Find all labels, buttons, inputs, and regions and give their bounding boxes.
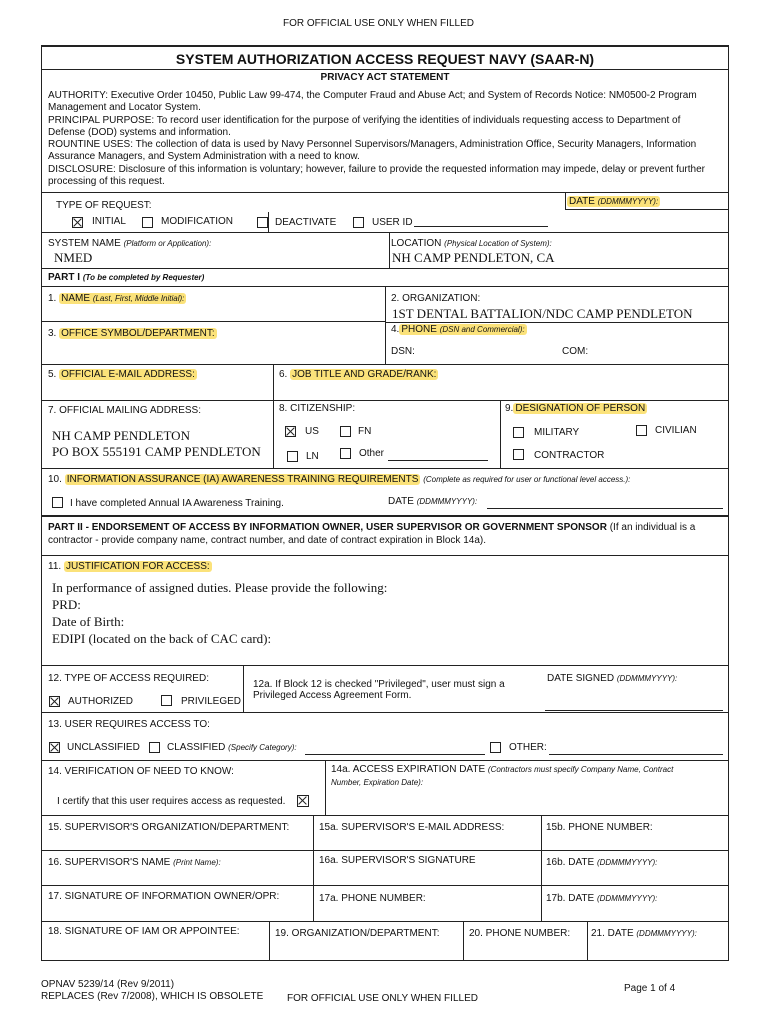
supervisor-org-label: 15. SUPERVISOR'S ORGANIZATION/DEPARTMENT: [48, 822, 290, 833]
rule [268, 212, 269, 232]
fn-label: FN [358, 426, 372, 437]
privacy-purpose: PRINCIPAL PURPOSE: To record user identification for the purpose of verifying the identities of individuals requesting access to Department of Defense (DOD) systems and information. [48, 115, 681, 139]
supervisor-date-label: 16b. DATE (DDMMMYYYY): [546, 857, 658, 868]
ia-date-label: DATE (DDMMMYYYY): [388, 496, 478, 507]
rule [313, 815, 314, 921]
military-checkbox[interactable] [513, 427, 524, 438]
rule [385, 286, 386, 364]
rule [41, 515, 729, 517]
system-name-value[interactable]: NMED [54, 250, 93, 265]
mailing-address-label: 7. OFFICIAL MAILING ADDRESS: [48, 405, 201, 416]
justification-line4[interactable]: EDIPI (located on the back of CAC card): [52, 631, 272, 646]
other-access-field[interactable] [549, 754, 723, 755]
ia-date-field[interactable] [487, 508, 723, 509]
privileged-label: PRIVILEGED [181, 696, 242, 707]
military-label: MILITARY [534, 427, 580, 438]
rule [385, 322, 729, 323]
expiration-date-label: 14a. ACCESS EXPIRATION DATE (Contractors must specify Company Name, Contract [331, 764, 674, 775]
email-label: 5. OFFICIAL E-MAIL ADDRESS: [48, 369, 195, 380]
deactivate-label: DEACTIVATE [275, 217, 337, 228]
expiration-date-hint: Number, Expiration Date): [331, 778, 424, 787]
civilian-label: CIVILIAN [655, 425, 697, 436]
access-type-label: 12. TYPE OF ACCESS REQUIRED: [48, 673, 209, 684]
rule [41, 321, 385, 322]
organization-value[interactable]: 1ST DENTAL BATTALION/NDC CAMP PENDLETON [392, 306, 693, 321]
other-access-label: OTHER: [509, 742, 547, 753]
privacy-authority: AUTHORITY: Executive Order 10450, Public Law 99-474, the Computer Fraud and Abuse Act; and System of Records Notice: NM0500-2 Program Management and Locator System. [48, 90, 697, 114]
unclassified-checkbox[interactable] [49, 742, 60, 753]
system-name-label: SYSTEM NAME (Platform or Application): [48, 238, 212, 249]
justification-line1[interactable]: In performance of assigned duties. Please provide the following: [52, 580, 388, 595]
rule [41, 232, 729, 233]
rule [269, 921, 270, 960]
certify-label: I certify that this user requires access as requested. [57, 796, 286, 807]
supervisor-phone-label: 15b. PHONE NUMBER: [546, 822, 653, 833]
frame-bottom [41, 960, 729, 961]
rule [41, 665, 729, 666]
iam-signature-label: 18. SIGNATURE OF IAM OR APPOINTEE: [48, 926, 240, 937]
rule [41, 885, 729, 886]
request-date-label: DATE (DDMMMYYYY): [569, 196, 659, 207]
need-to-know-label: 14. VERIFICATION OF NEED TO KNOW: [48, 766, 234, 777]
rule [565, 192, 566, 209]
iam-phone-label: 20. PHONE NUMBER: [469, 928, 571, 939]
rule [41, 760, 729, 761]
rule [587, 921, 588, 960]
form-id: OPNAV 5239/14 (Rev 9/2011) [41, 979, 175, 990]
justification-line2[interactable]: PRD: [52, 597, 81, 612]
privacy-heading: PRIVACY ACT STATEMENT [320, 72, 450, 83]
frame-top [41, 45, 729, 47]
other-access-checkbox[interactable] [490, 742, 501, 753]
rule [41, 364, 729, 365]
replaces-note: REPLACES (Rev 7/2008), WHICH IS OBSOLETE [41, 991, 264, 1002]
justification-label: 11. JUSTIFICATION FOR ACCESS: [48, 561, 210, 572]
ia-completed-checkbox[interactable] [52, 497, 63, 508]
owner-signature-label: 17. SIGNATURE OF INFORMATION OWNER/OPR: [48, 891, 280, 902]
rule [389, 232, 390, 268]
com-label: COM: [562, 346, 589, 357]
privileged-note-line1: 12a. If Block 12 is checked "Privileged", user must sign a [253, 679, 505, 690]
form-title: SYSTEM AUTHORIZATION ACCESS REQUEST NAVY (SAAR-N) [175, 51, 595, 67]
owner-date-label: 17b. DATE (DDMMMYYYY): [546, 893, 658, 904]
supervisor-email-label: 15a. SUPERVISOR'S E-MAIL ADDRESS: [319, 822, 505, 833]
supervisor-signature-label: 16a. SUPERVISOR'S SIGNATURE [319, 855, 476, 866]
us-label: US [305, 426, 319, 437]
user-id-field[interactable] [414, 226, 548, 227]
authorized-label: AUTHORIZED [68, 696, 133, 707]
other-citizenship-field[interactable] [388, 460, 488, 461]
supervisor-name-label: 16. SUPERVISOR'S NAME (Print Name): [48, 857, 221, 868]
us-checkbox[interactable] [285, 426, 296, 437]
ln-checkbox[interactable] [287, 451, 298, 462]
rule [325, 760, 326, 815]
privacy-disclosure: DISCLOSURE: Disclosure of this information is voluntary; however, failure to provide the requested information may impede, delay or prevent further processing of this request. [48, 164, 705, 188]
other-citizenship-checkbox[interactable] [340, 448, 351, 459]
ia-completed-label: I have completed Annual IA Awareness Training. [70, 498, 284, 509]
privileged-checkbox[interactable] [161, 695, 172, 706]
deactivate-checkbox[interactable] [257, 217, 268, 228]
classified-field[interactable] [305, 754, 485, 755]
rule [41, 400, 729, 401]
name-label: 1. NAME (Last, First, Middle Initial): [48, 293, 185, 304]
user-id-checkbox[interactable] [353, 217, 364, 228]
rule [463, 921, 464, 960]
user-id-label: USER ID [372, 217, 413, 228]
rule [273, 364, 274, 400]
page-number: Page 1 of 4 [624, 983, 676, 994]
rule [500, 400, 501, 468]
access-to-label: 13. USER REQUIRES ACCESS TO: [48, 719, 210, 730]
classified-checkbox[interactable] [149, 742, 160, 753]
rule [41, 921, 729, 922]
modification-checkbox[interactable] [142, 217, 153, 228]
rule [273, 400, 274, 468]
part2-heading: PART II - ENDORSEMENT OF ACCESS BY INFORMATION OWNER, USER SUPERVISOR OR GOVERNMENT SPONSOR (If an individual is a [48, 522, 696, 533]
date-signed-label: DATE SIGNED (DDMMMYYYY): [547, 673, 678, 684]
rule [541, 815, 542, 921]
ia-training-label: 10. INFORMATION ASSURANCE (IA) AWARENESS TRAINING REQUIREMENTS (Complete as required for user or functional level access.): [48, 474, 631, 485]
initial-checkbox[interactable] [72, 217, 83, 228]
rule [41, 268, 729, 269]
office-symbol-label: 3. OFFICE SYMBOL/DEPARTMENT: [48, 328, 215, 339]
organization-label: 2. ORGANIZATION: [391, 293, 481, 304]
date-signed-field[interactable] [545, 710, 723, 711]
classified-label: CLASSIFIED (Specify Category): [167, 742, 297, 753]
rule [565, 209, 729, 210]
justification-line3[interactable]: Date of Birth: [52, 614, 125, 629]
rule [41, 468, 729, 469]
frame-left [41, 45, 42, 961]
designation-label: 9. DESIGNATION OF PERSON [505, 403, 646, 414]
rule [41, 850, 729, 851]
certify-checkbox[interactable] [297, 795, 309, 807]
rule [41, 69, 729, 70]
rule [41, 555, 729, 556]
citizenship-label: 8. CITIZENSHIP: [279, 403, 356, 414]
fn-checkbox[interactable] [340, 426, 351, 437]
rule [41, 192, 729, 193]
privileged-note-line2: Privileged Access Agreement Form. [253, 690, 412, 701]
unclassified-label: UNCLASSIFIED [67, 742, 140, 753]
civilian-checkbox[interactable] [636, 425, 647, 436]
privacy-routine: ROUNTINE USES: The collection of data is used by Navy Personnel Supervisors/Managers, Administration Office, Security Managers, Information Assurance Managers, and System Administration with a need to know. [48, 139, 697, 163]
initial-label: INITIAL [92, 216, 126, 227]
part2-heading-line2: contractor - provide company name, contract number, and date of contract expiration in Block 14a). [48, 535, 487, 546]
header-fouo: FOR OFFICIAL USE ONLY WHEN FILLED [283, 18, 474, 29]
iam-org-label: 19. ORGANIZATION/DEPARTMENT: [275, 928, 440, 939]
authorized-checkbox[interactable] [49, 696, 60, 707]
location-value[interactable]: NH CAMP PENDLETON, CA [392, 250, 555, 265]
modification-label: MODIFICATION [161, 216, 234, 227]
iam-date-label: 21. DATE (DDMMMYYYY): [591, 928, 697, 939]
contractor-checkbox[interactable] [513, 449, 524, 460]
job-title-label: 6. JOB TITLE AND GRADE/RANK: [279, 369, 437, 380]
owner-phone-label: 17a. PHONE NUMBER: [319, 893, 426, 904]
mailing-address-line1[interactable]: NH CAMP PENDLETON [52, 428, 190, 443]
rule [41, 815, 729, 816]
frame-right [728, 45, 729, 961]
footer-fouo: FOR OFFICIAL USE ONLY WHEN FILLED [287, 993, 478, 1004]
location-label: LOCATION (Physical Location of System): [391, 238, 552, 249]
mailing-address-line2[interactable]: PO BOX 555191 CAMP PENDLETON [52, 444, 261, 459]
contractor-label: CONTRACTOR [534, 450, 605, 461]
type-of-request-label: TYPE OF REQUEST: [56, 200, 152, 211]
dsn-label: DSN: [391, 346, 415, 357]
phone-label: 4. PHONE (DSN and Commercial): [391, 324, 525, 335]
rule [41, 712, 729, 713]
ln-label: LN [306, 451, 319, 462]
part1-heading: PART I (To be completed by Requester) [48, 272, 205, 283]
rule [243, 665, 244, 712]
other-citizenship-label: Other [359, 448, 385, 459]
